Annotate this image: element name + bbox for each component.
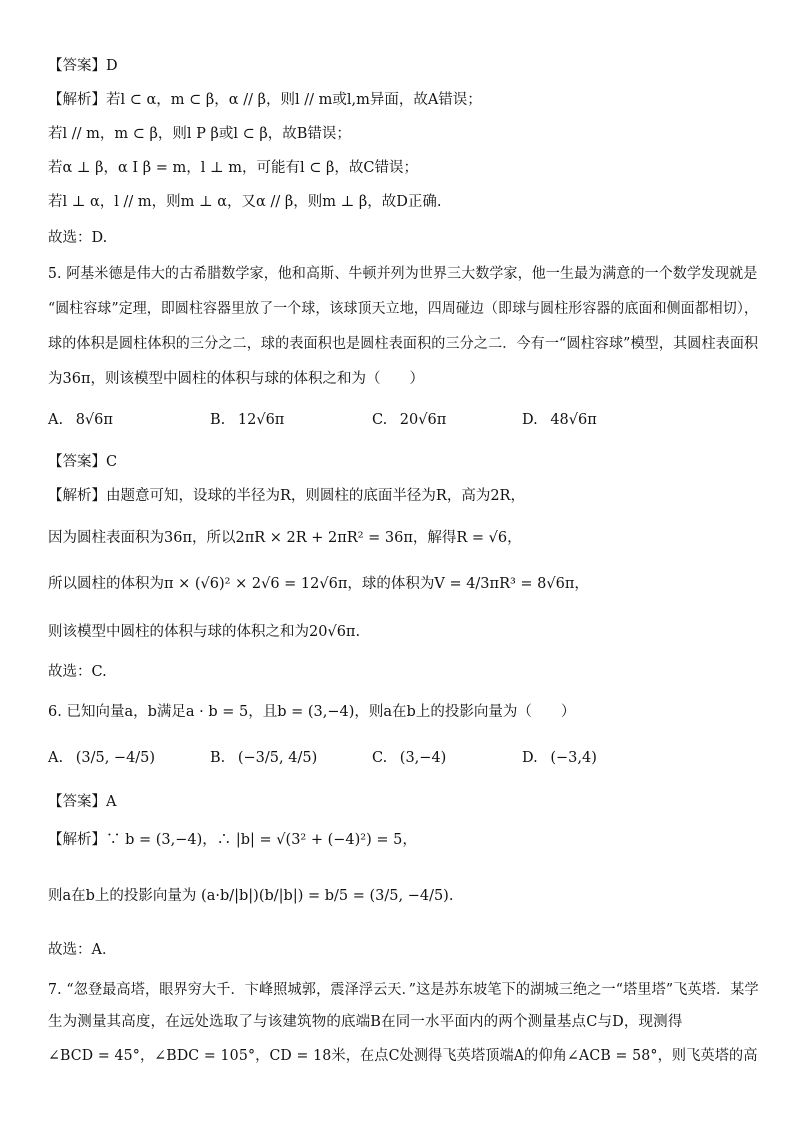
question-7-text: ∠BCD = 45°，∠BDC = 105°，CD = 18米，在点C处测得飞英塔顶端A的仰角∠ACB = 58°，则飞英塔的高 <box>48 1048 758 1064</box>
solution-line: 【解析】∵ b = (3,−4)，∴ |b| = √(3² + (−4)²) = 5， <box>48 832 417 848</box>
solution-line: 若l // m，m ⊂ β，则l P β或l ⊂ β，故B错误； <box>48 126 351 142</box>
question-5-text: “圆柱容球”定理，即圆柱容器里放了一个球，该球顶天立地，四周碰边（即球与圆柱形容器的底面和侧面都相切）， <box>48 301 759 317</box>
answer-label-q6: 【答案】A <box>48 794 117 810</box>
answer-label-q4: 【答案】D <box>48 58 118 74</box>
option-label: A. <box>48 750 64 766</box>
option-b-q5 <box>210 410 284 430</box>
choice-conclusion: 故选：A． <box>48 942 117 958</box>
option-label: D. <box>522 412 538 428</box>
option-value: 8√6π <box>75 412 113 428</box>
solution-line: 若l ⊥ α，l // m，则m ⊥ α，又α // β，则m ⊥ β，故D正确. <box>48 194 442 210</box>
solution-line: 所以圆柱的体积为π × (√6)² × 2√6 = 12√6π，球的体积为V = 4/3πR³ = 8√6π， <box>48 576 589 592</box>
option-value: (−3/5, 4/5) <box>237 750 318 766</box>
option-value: (3/5, −4/5) <box>75 750 156 766</box>
option-a-q6 <box>48 748 155 768</box>
option-label: B. <box>210 412 226 428</box>
question-7-text: 生为测量其高度，在远处选取了与该建筑物的底端B在同一水平面内的两个测量基点C与D，现测得 <box>48 1014 683 1030</box>
solution-line: 因为圆柱表面积为36π，所以2πR × 2R + 2πR² = 36π，解得R = √6， <box>48 530 522 546</box>
option-d-q6 <box>522 748 597 768</box>
question-5-text: 5. 阿基米德是伟大的古希腊数学家，他和高斯、牛顿并列为世界三大数学家，他一生最为满意的一个数学发现就是 <box>48 266 758 282</box>
question-6-text: 6. 已知向量a，b满足a · b = 5，且b = (3,−4)，则a在b上的投影向量为（ ） <box>48 704 576 720</box>
option-value: 20√6π <box>399 412 447 428</box>
option-d-q5 <box>522 410 597 430</box>
option-label: D. <box>522 750 538 766</box>
option-value: (3,−4) <box>399 750 447 766</box>
choice-conclusion: 故选：C. <box>48 664 107 680</box>
option-value: 48√6π <box>550 412 597 428</box>
solution-line: 【解析】由题意可知，设球的半径为R，则圆柱的底面半径为R，高为2R， <box>48 488 525 504</box>
answer-label-q5: 【答案】C <box>48 454 118 470</box>
choice-conclusion: 故选：D. <box>48 230 108 246</box>
option-b-q6 <box>210 748 317 768</box>
option-a-q5 <box>48 410 113 430</box>
option-c-q6 <box>372 748 446 768</box>
option-value: (−3,4) <box>550 750 597 766</box>
option-value: 12√6π <box>237 412 285 428</box>
option-label: C. <box>372 750 388 766</box>
option-label: A. <box>48 412 64 428</box>
question-7-text: 7. “忽登最高塔，眼界穷大千．卞峰照城郭，震泽浮云天．”这是苏东坡笔下的湖城三绝之一“塔里塔”飞英塔．某学 <box>48 982 759 998</box>
option-label: B. <box>210 750 226 766</box>
question-5-text: 为36π，则该模型中圆柱的体积与球的体积之和为（ ） <box>48 371 424 387</box>
option-c-q5 <box>372 410 446 430</box>
option-label: C. <box>372 412 388 428</box>
solution-line: 【解析】若l ⊂ α，m ⊂ β，α // β，则l // m或l,m异面，故A错误； <box>48 92 482 108</box>
solution-line: 则该模型中圆柱的体积与球的体积之和为20√6π. <box>48 624 361 640</box>
solution-line: 则a在b上的投影向量为 (a·b/|b|)(b/|b|) = b/5 = (3/5, −4/5). <box>48 888 454 904</box>
solution-line: 若α ⊥ β，α I β = m，l ⊥ m，可能有l ⊂ β，故C错误； <box>48 160 418 176</box>
question-5-text: 球的体积是圆柱体积的三分之二，球的表面积也是圆柱表面积的三分之二．今有一“圆柱容球”模型，其圆柱表面积 <box>48 336 759 352</box>
